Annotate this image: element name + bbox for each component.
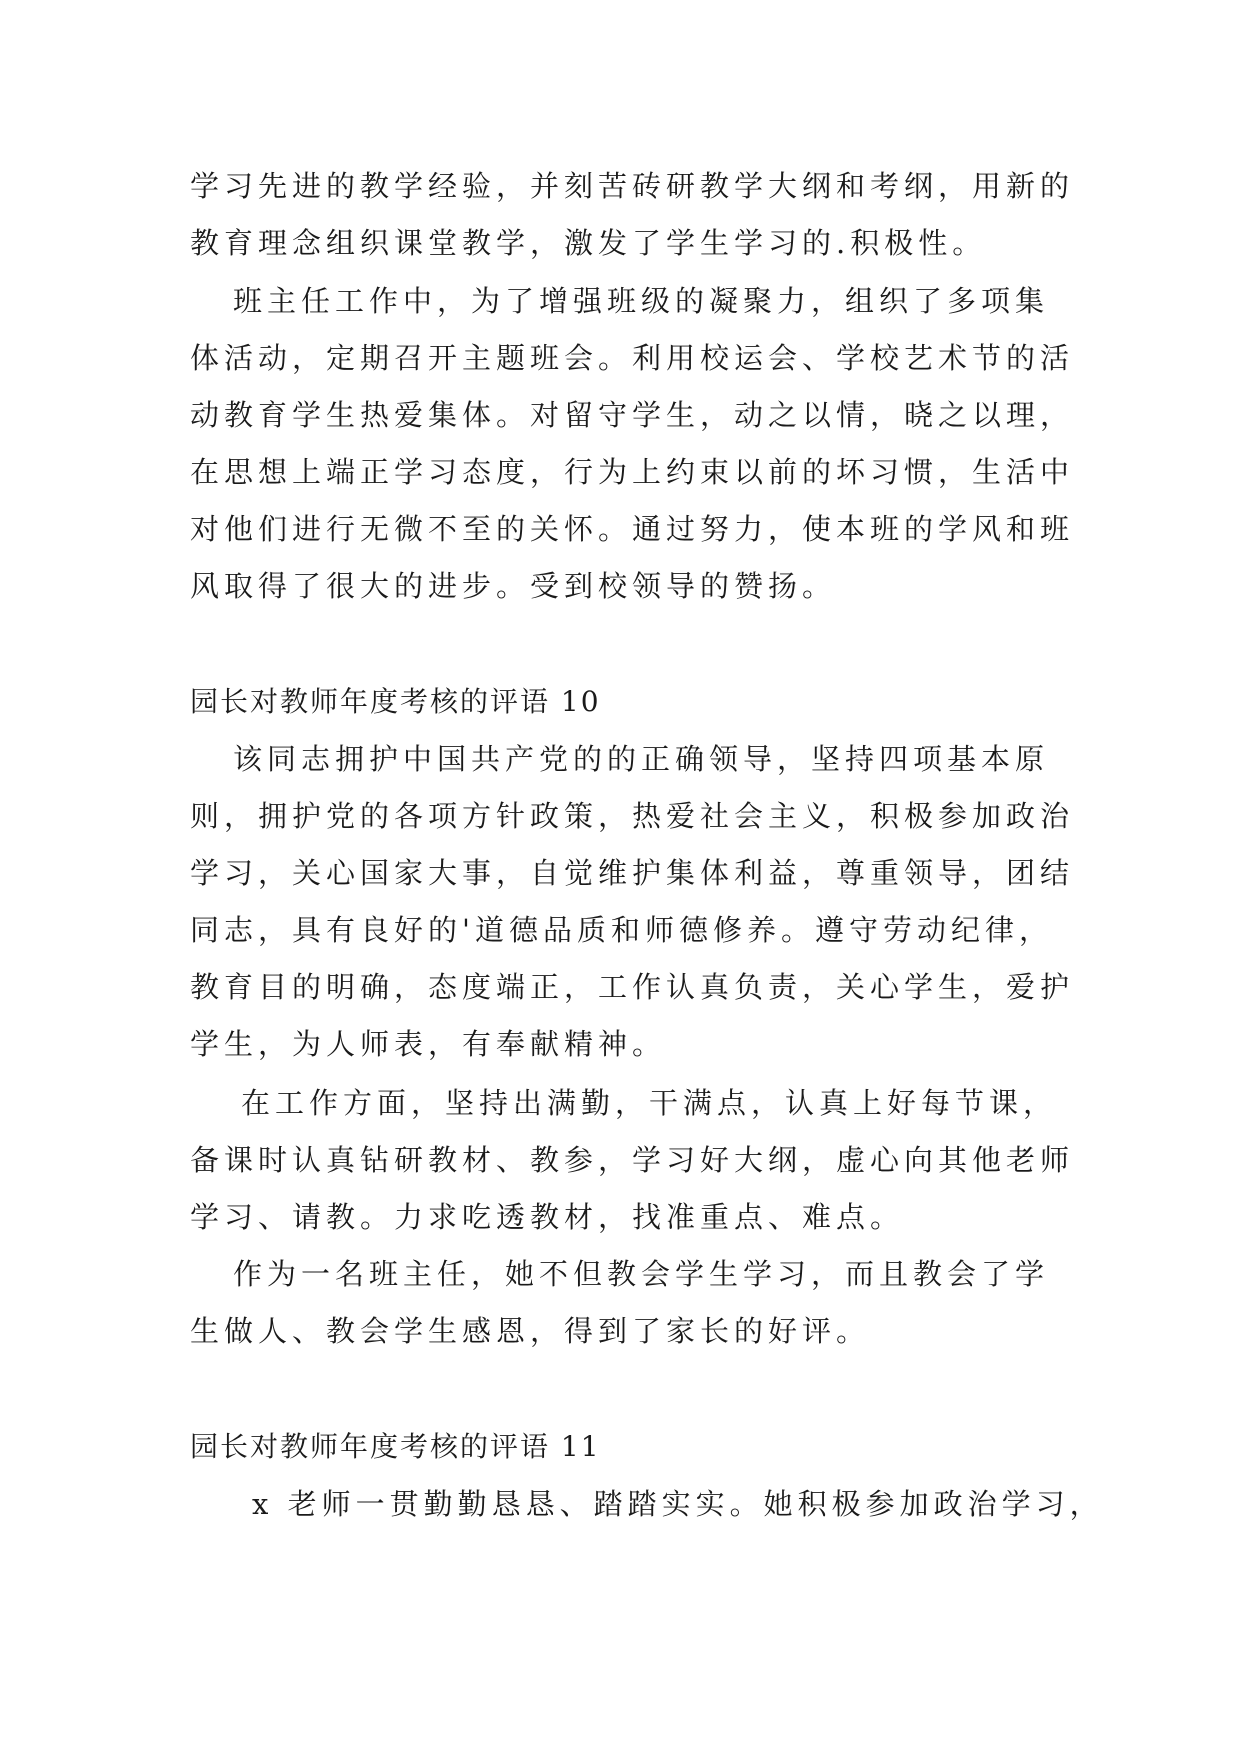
- paragraph-line: 教育目的明确，态度端正，工作认真负责，关心学生，爱护: [190, 970, 1075, 1004]
- section-heading: 园长对教师年度考核的评语 10: [190, 685, 601, 718]
- paragraph-line: 班主任工作中，为了增强班级的凝聚力，组织了多项集: [233, 284, 1050, 318]
- paragraph-line: 学习先进的教学经验，并刻苦砖研教学大纲和考纲，用新的: [190, 169, 1075, 203]
- paragraph-line: 生做人、教会学生感恩，得到了家长的好评。: [190, 1314, 871, 1348]
- paragraph-line: 风取得了很大的进步。受到校领导的赞扬。: [190, 569, 837, 603]
- paragraph-line: 学习，关心国家大事，自觉维护集体利益，尊重领导，团结: [190, 856, 1075, 890]
- paragraph-line: 对他们进行无微不至的关怀。通过努力，使本班的学风和班: [190, 512, 1075, 546]
- paragraph-line: 在工作方面，坚持出满勤，干满点，认真上好每节课，: [241, 1086, 1058, 1120]
- paragraph-line: 动教育学生热爱集体。对留守学生，动之以情，晓之以理，: [190, 398, 1075, 432]
- paragraph-line: 该同志拥护中国共产党的的正确领导，坚持四项基本原: [233, 742, 1050, 776]
- paragraph-line: 体活动，定期召开主题班会。利用校运会、学校艺术节的活: [190, 341, 1075, 375]
- paragraph-line: 在思想上端正学习态度，行为上约束以前的坏习惯，生活中: [190, 455, 1075, 489]
- paragraph-line: 同志，具有良好的'道德品质和师德修养。遵守劳动纪律，: [190, 913, 1053, 947]
- paragraph-line: 学习、请教。力求吃透教材，找准重点、难点。: [190, 1200, 905, 1234]
- section-heading: 园长对教师年度考核的评语 11: [190, 1430, 601, 1463]
- paragraph-line: 教育理念组织课堂教学，激发了学生学习的.积极性。: [190, 226, 987, 260]
- paragraph-line: 备课时认真钻研教材、教参，学习好大纲，虚心向其他老师: [190, 1143, 1075, 1177]
- paragraph-line: x 老师一贯勤勤恳恳、踏踏实实。她积极参加政治学习，: [252, 1487, 1104, 1521]
- paragraph-line: 则，拥护党的各项方针政策，热爱社会主义，积极参加政治: [190, 799, 1075, 833]
- paragraph-line: 作为一名班主任，她不但教会学生学习，而且教会了学: [233, 1257, 1050, 1291]
- paragraph-line: 学生，为人师表，有奉献精神。: [190, 1027, 667, 1061]
